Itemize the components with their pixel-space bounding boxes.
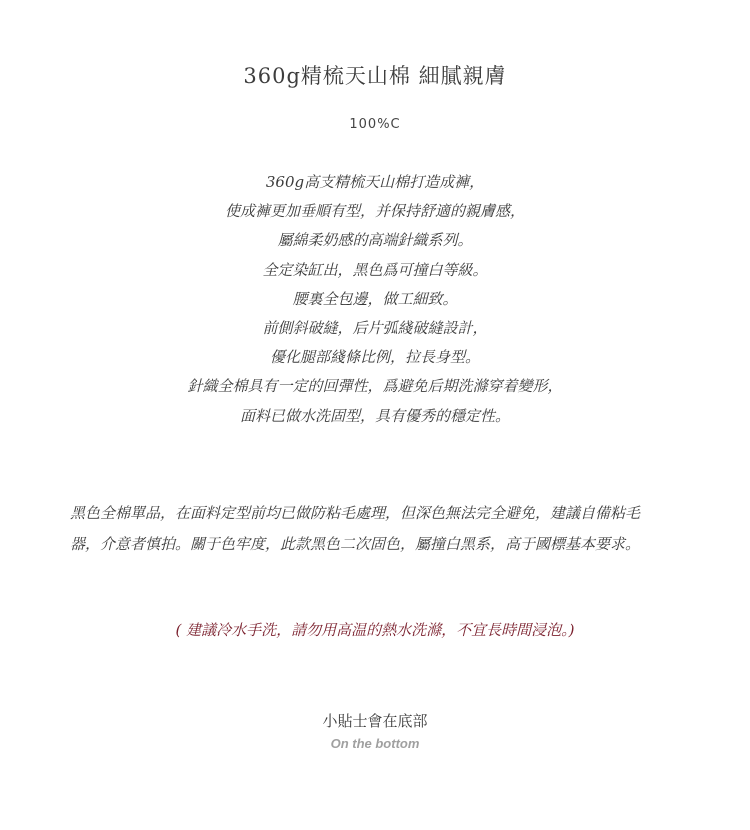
note-line: 黑色全棉單品，在面料定型前均已做防粘毛處理，但深色無法完全避免，建議自備粘毛 — [70, 504, 641, 522]
description-line: 針織全棉具有一定的回彈性，爲避免后期洗滌穿着變形， — [187, 377, 563, 396]
material-composition: 100%C — [349, 117, 401, 132]
description-line: 優化腿部綫條比例，拉長身型。 — [269, 348, 480, 367]
description-line: 使成褲更加垂順有型，并保持舒適的親膚感， — [224, 202, 525, 221]
product-description — [0, 168, 750, 431]
page-title: 360g精梳天山棉 細膩親膚 — [243, 64, 507, 88]
washing-warning: ( 建議冷水手洗，請勿用高温的熱水洗滌，不宜長時間浸泡。) — [175, 621, 575, 639]
description-line: 屬綿柔奶感的高端針織系列。 — [277, 231, 473, 250]
note-line: 器，介意者慎拍。關于色牢度，此款黑色二次固色，屬撞白黑系，高于國標基本要求。 — [70, 535, 641, 553]
care-note — [70, 498, 684, 560]
description-line: 面料已做水洗固型，具有優秀的穩定性。 — [239, 406, 510, 425]
description-line: 360g高支精梳天山棉打造成褲， — [265, 173, 485, 191]
description-line: 前側斜破縫，后片弧綫破縫設計， — [262, 319, 488, 338]
tips-subheading: On the bottom — [330, 736, 420, 751]
tips-heading: 小貼士會在底部 — [322, 712, 428, 730]
description-line: 全定染缸出，黑色爲可撞白等級。 — [262, 260, 488, 279]
description-line: 腰裏全包邊，做工細致。 — [292, 289, 458, 308]
